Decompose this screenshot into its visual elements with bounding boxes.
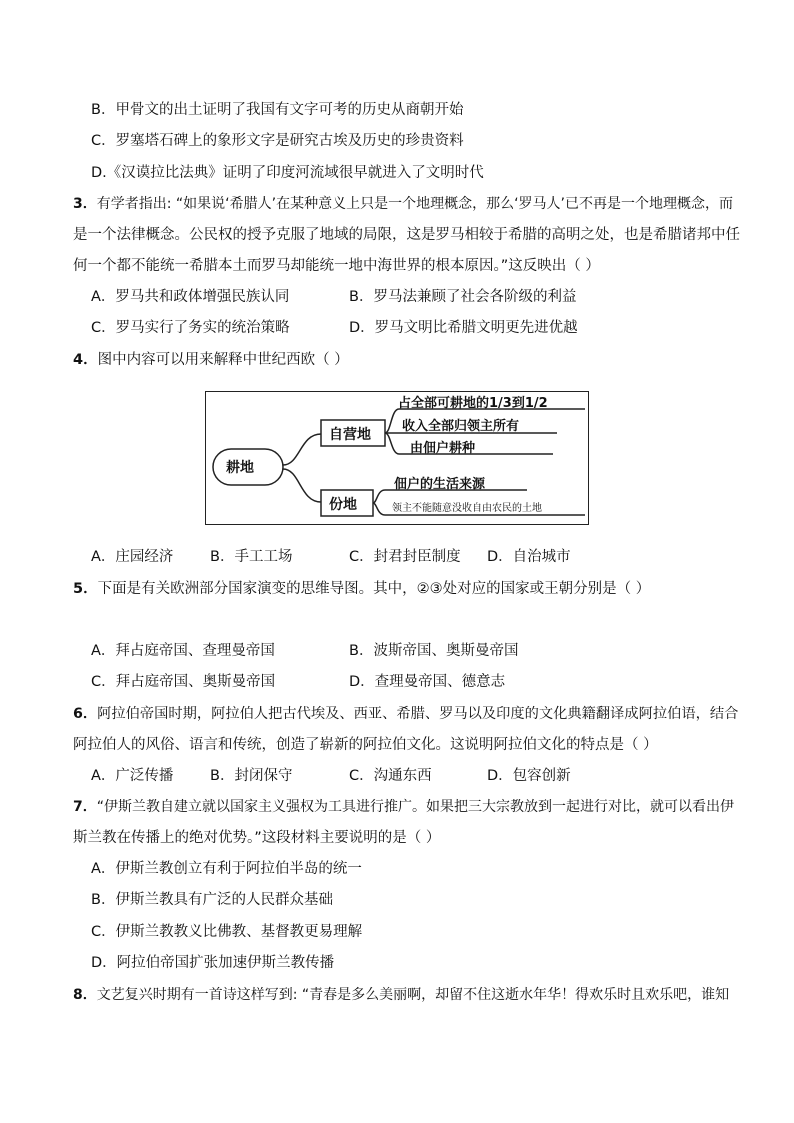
q6-option-c: C．沟通东西: [349, 768, 432, 784]
q8-stem-line1: 8．文艺复兴时期有一首诗这样写到: “青春是多么美丽啊，却留不住这逝水年华！得欢乐时且欢乐吧，谁知: [73, 987, 730, 1003]
q4-option-c: C．封君封臣制度: [349, 549, 461, 565]
q6-stem-line2: 阿拉伯人的风俗、语言和传统，创造了崭新的阿拉伯文化。这说明阿拉伯文化的特点是（ ）: [73, 737, 658, 753]
q5-stem: 5．下面是有关欧洲部分国家演变的思维导图。其中，②③处对应的国家或王朝分别是（ ）: [73, 581, 651, 597]
q7-option-c: C．伊斯兰教教义比佛教、基督教更易理解: [91, 924, 363, 940]
diagram-branch2-label: 份地: [329, 497, 357, 513]
q7-stem-line2: 斯兰教在传播上的绝对优势。”这段材料主要说明的是（ ）: [73, 830, 441, 846]
diagram-branch1-item1: 占全部可耕地的1/3到1/2: [398, 396, 548, 411]
diagram-root-label: 耕地: [226, 460, 254, 476]
q3-stem-line3: 何一个都不能统一希腊本土而罗马却能统一地中海世界的根本原因。”这反映出（ ）: [73, 258, 600, 274]
q4-option-b: B．手工工场: [210, 549, 293, 565]
q7-stem-line1: 7．“伊斯兰教自建立就以国家主义强权为工具进行推广。如果把三大宗教放到一起进行对比，就可以看出伊: [73, 799, 735, 815]
q3-option-c: C．罗马实行了务实的统治策略: [91, 320, 290, 336]
q4-stem: 4．图中内容可以用来解释中世纪西欧（ ）: [73, 352, 349, 368]
diagram-branch2-item1: 佃户的生活来源: [394, 477, 486, 492]
diagram-branch1-item3: 由佃户耕种: [410, 441, 476, 456]
q5-option-d: D．查理曼帝国、德意志: [349, 674, 506, 690]
q5-option-b: B．波斯帝国、奥斯曼帝国: [349, 643, 519, 659]
q6-stem-line1: 6．阿拉伯帝国时期，阿拉伯人把古代埃及、西亚、希腊、罗马以及印度的文化典籍翻译成阿拉伯语，结合: [73, 706, 739, 722]
q7-option-a: A．伊斯兰教创立有利于阿拉伯半岛的统一: [91, 861, 362, 877]
q5-option-c: C．拜占庭帝国、奥斯曼帝国: [91, 674, 276, 690]
q3-option-b: B．罗马法兼顾了社会各阶级的利益: [349, 289, 577, 305]
q4-option-d: D．自治城市: [487, 549, 571, 565]
q3-option-d: D．罗马文明比希腊文明更先进优越: [349, 320, 578, 336]
q2-option-b: B．甲骨文的出土证明了我国有文字可考的历史从商朝开始: [91, 102, 464, 118]
q3-option-a: A．罗马共和政体增强民族认同: [91, 289, 290, 305]
q5-option-a: A．拜占庭帝国、查理曼帝国: [91, 643, 275, 659]
q6-number: 6．: [73, 706, 98, 722]
q8-number: 8．: [73, 987, 97, 1003]
diagram-branch2-item2: 领主不能随意没收自由农民的土地: [392, 503, 542, 514]
q6-option-a: A．广泛传播: [91, 768, 174, 784]
q4-option-a: A．庄园经济: [91, 549, 174, 565]
q3-stem-line2: 是一个法律概念。公民权的授予克服了地域的局限，这是罗马相较于希腊的高明之处，也是希腊诸邦中任: [73, 227, 740, 243]
q2-option-d: D.《汉谟拉比法典》证明了印度河流域很早就进入了文明时代: [91, 165, 484, 181]
q6-option-d: D．包容创新: [487, 768, 571, 784]
q2-option-c: C．罗塞塔石碑上的象形文字是研究古埃及历史的珍贵资料: [91, 133, 464, 149]
q7-option-d: D．阿拉伯帝国扩张加速伊斯兰教传播: [91, 955, 335, 971]
farmland-diagram: [205, 391, 589, 525]
q4-number: 4．: [73, 352, 98, 368]
q5-number: 5．: [73, 581, 98, 597]
q3-number: 3．: [73, 196, 97, 212]
diagram-branch1-label: 自营地: [329, 427, 371, 443]
q6-option-b: B．封闭保守: [210, 768, 293, 784]
q3-stem-line1: 3．有学者指出: “如果说‘希腊人’在某种意义上只是一个地理概念，那么‘罗马人’已不再是一个地理概念，而: [73, 196, 733, 212]
q7-option-b: B．伊斯兰教具有广泛的人民群众基础: [91, 892, 333, 908]
q7-number: 7．: [73, 799, 97, 815]
diagram-branch1-item2: 收入全部归领主所有: [402, 419, 520, 434]
